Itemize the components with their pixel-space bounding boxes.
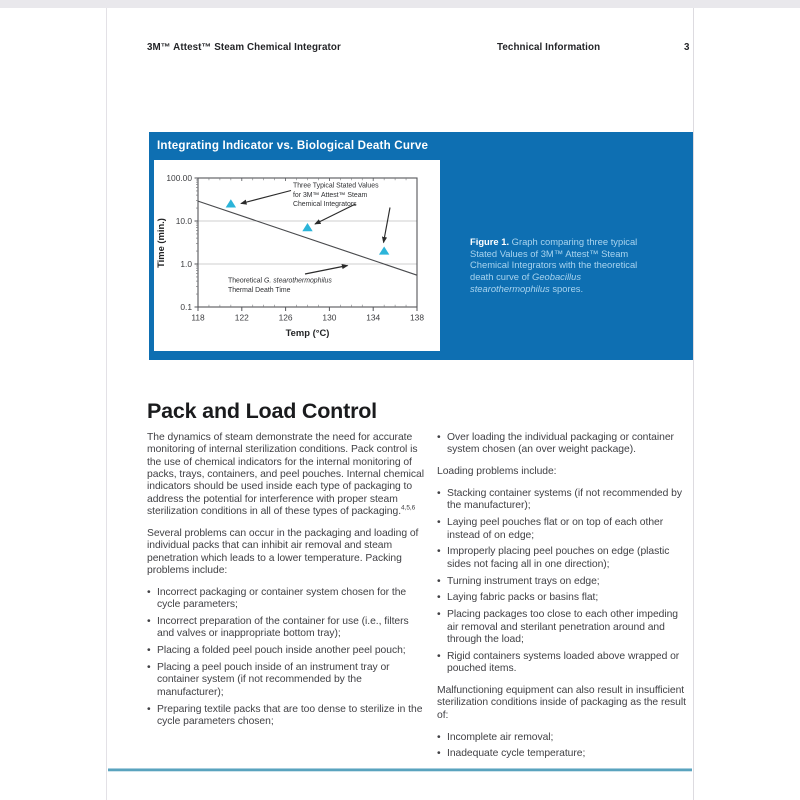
packing-problems-list: [147, 587, 427, 728]
list-item: • Incomplete air removal;: [437, 732, 691, 744]
malfunction-list: [437, 732, 691, 761]
page-number: 3: [684, 42, 690, 53]
list-item: • Incorrect packaging or container system chosen for the cycle parameters;: [147, 587, 427, 612]
list-item: • Placing packages too close to each other impeding air removal and sterilant penetration around and through the load;: [437, 609, 691, 646]
paragraph: Loading problems include:: [437, 466, 557, 478]
svg-text:138: 138: [410, 312, 424, 323]
svg-text:0.1: 0.1: [180, 301, 192, 312]
paragraph-text: The dynamics of steam demonstrate the need for accurate monitoring of internal sterilization conditions. Pack control is the use of chemical indicators for the internal monitoring of packs, trays, containers, and peel pouches. Internal chemical indicators should be used inside each type of packaging to address the potential for interference with proper steam sterilization conditions in all of these types of packaging.: [147, 432, 424, 518]
svg-text:130: 130: [322, 312, 337, 323]
svg-text:10.0: 10.0: [175, 215, 192, 226]
document-page: [106, 8, 694, 800]
left-column: [147, 432, 427, 738]
canvas-top-band: [0, 0, 800, 8]
header-doc-title: 3M™ Attest™ Steam Chemical Integrator: [147, 42, 341, 53]
svg-text:Thermal Death Time: Thermal Death Time: [228, 286, 291, 294]
svg-text:Chemical Integrators: Chemical Integrators: [293, 201, 357, 209]
svg-text:Three Typical Stated Values: Three Typical Stated Values: [293, 182, 379, 190]
svg-text:Theoretical G. stearothermophi: Theoretical G. stearothermophilus: [228, 277, 332, 285]
figure-caption-tail: spores.: [549, 282, 584, 294]
list-item: • Incorrect preparation of the container for use (i.e., filters and valves or inappropriate bottom tray);: [147, 616, 427, 641]
chart-panel: [154, 160, 440, 351]
svg-text:for 3M™ Attest™ Steam: for 3M™ Attest™ Steam: [293, 191, 368, 199]
list-item: • Over loading the individual packaging or container system chosen (an over weight package).: [437, 432, 691, 457]
figure-chart-svg: [154, 160, 440, 351]
list-item: • Preparing textile packs that are too dense to sterilize in the cycle parameters chosen;: [147, 704, 427, 729]
figure-1-panel: [149, 132, 693, 360]
right-column: [437, 432, 691, 770]
list-item: • Placing a folded peel pouch inside another peel pouch;: [147, 645, 427, 657]
list-item: • Placing a peel pouch inside of an instrument tray or container system (if not recommended by the manufacturer);: [147, 662, 427, 699]
figure-caption: [470, 236, 662, 295]
svg-text:118: 118: [191, 312, 205, 323]
figure-caption-label: Figure 1.: [470, 236, 510, 247]
footer-rule: [108, 768, 692, 772]
paragraph: [147, 432, 427, 518]
list-item: • Improperly placing peel pouches on edge (plastic sides not facing all in one direction);: [437, 546, 691, 571]
svg-text:134: 134: [366, 312, 381, 323]
section-heading: Pack and Load Control: [147, 399, 377, 423]
list-item: • Laying peel pouches flat or on top of each other instead of on edge;: [437, 517, 691, 542]
list-item: • Turning instrument trays on edge;: [437, 576, 691, 588]
svg-text:100.00: 100.00: [166, 172, 192, 183]
figure-caption-italic: Geobacillus stearothermophilus: [470, 271, 582, 294]
packing-problems-list-cont: [437, 432, 691, 457]
svg-text:Temp (°C): Temp (°C): [285, 327, 330, 338]
figure-title: Integrating Indicator vs. Biological Death Curve: [157, 139, 429, 152]
header-section-title: Technical Information: [497, 42, 601, 53]
loading-problems-list: [437, 488, 691, 675]
list-item: • Inadequate cycle temperature;: [437, 748, 691, 760]
paragraph: Several problems can occur in the packaging and loading of individual packs that can inhibit air removal and steam penetration which leads to a lower temperature. Packing problems include:: [147, 527, 419, 576]
footnote-superscript: 4,5,6: [401, 504, 416, 512]
list-item: • Rigid containers systems loaded above wrapped or pouched items.: [437, 651, 691, 676]
svg-text:Time (min.): Time (min.): [155, 218, 166, 268]
svg-text:126: 126: [278, 312, 293, 323]
list-item: • Laying fabric packs or basins flat;: [437, 592, 691, 604]
figure-caption-text: Graph comparing three typical Stated Values of 3M™ Attest™ Steam Chemical Integrators with the theoretical death curve of: [470, 236, 638, 283]
list-item: • Stacking container systems (if not recommended by the manufacturer);: [437, 488, 691, 513]
paragraph: Malfunctioning equipment can also result in insufficient sterilization conditions inside of packaging as the result of:: [437, 685, 686, 721]
svg-text:1.0: 1.0: [180, 258, 192, 269]
page-header: [107, 38, 693, 58]
svg-text:122: 122: [234, 312, 249, 323]
